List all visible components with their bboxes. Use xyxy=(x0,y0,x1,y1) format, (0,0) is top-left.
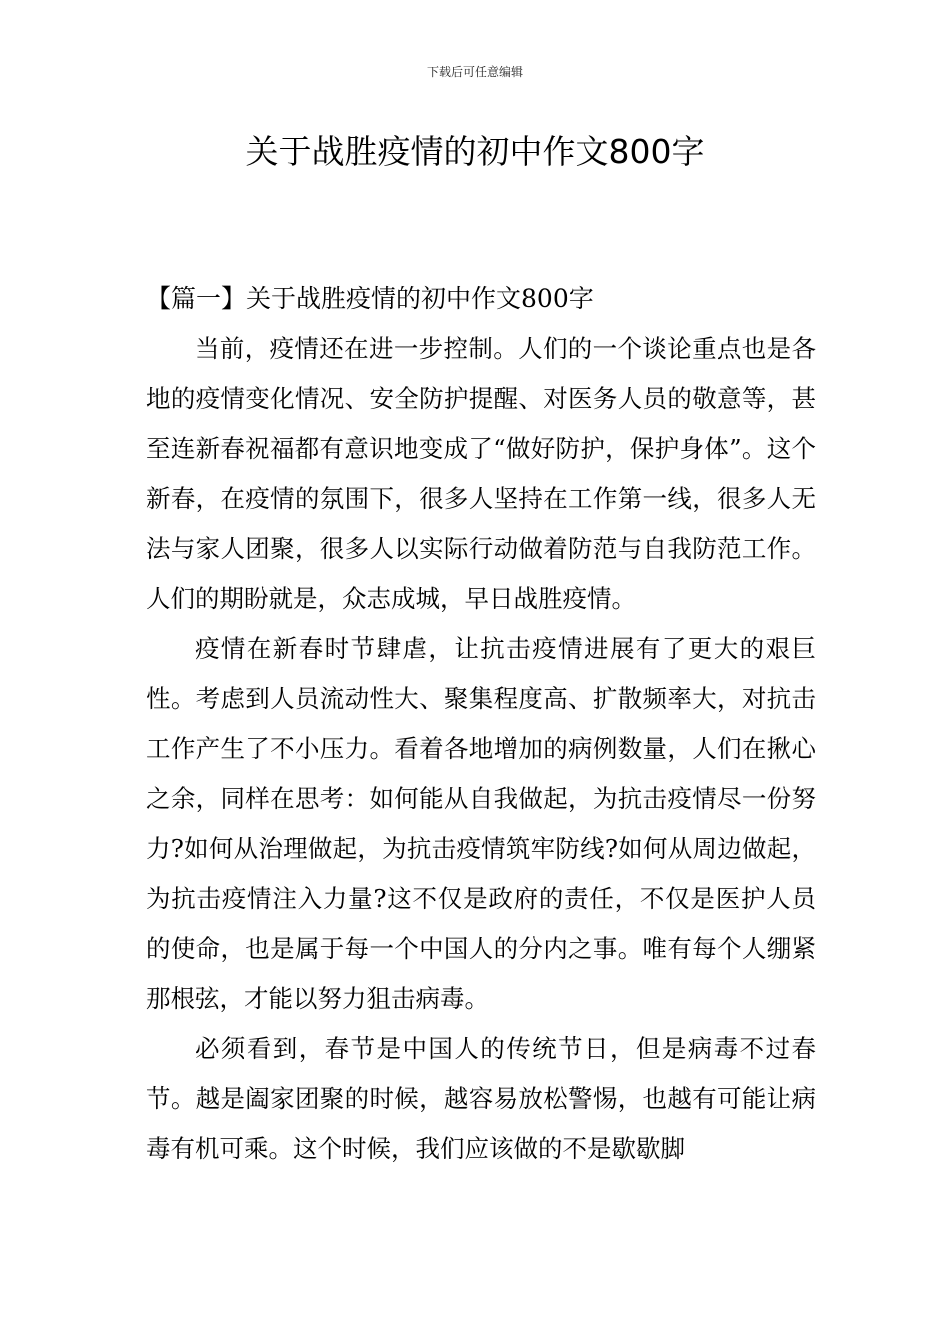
page-header-note: 下载后可任意编辑 xyxy=(426,65,523,79)
body-paragraph-2: 疫情在新春时节肆虐，让抗击疫情进展有了更大的艰巨性。考虑到人员流动性大、聚集程度高、扩散频率大，对抗击工作产生了不小压力。看着各地增加的病例数量，人们在揪心之余，同样在思考：如何能从自我做起，为抗击疫情尽一份努力?如何从治理做起，为抗击疫情筑牢防线?如何从周边做起，为抗击疫情注入力量?这不仅是政府的责任，不仅是医护人员的使命，也是属于每一个中国人的分内之事。唯有每个人绷紧那根弦，才能以努力狙击病毒。 xyxy=(146,634,816,1013)
section-heading: 【篇一】关于战胜疫情的初中作文800字 xyxy=(146,284,594,313)
body-paragraph-3: 必须看到，春节是中国人的传统节日，但是病毒不过春节。越是阖家团聚的时候，越容易放松警惕，也越有可能让病毒有机可乘。这个时候，我们应该做的不是歇歇脚 xyxy=(146,1034,816,1163)
body-paragraph-1: 当前，疫情还在进一步控制。人们的一个谈论重点也是各地的疫情变化情况、安全防护提醒、对医务人员的敬意等，甚至连新春祝福都有意识地变成了“做好防护，保护身体”。这个新春，在疫情的氛围下，很多人坚持在工作第一线，很多人无法与家人团聚，很多人以实际行动做着防范与自我防范工作。人们的期盼就是，众志成城，早日战胜疫情。 xyxy=(146,334,816,613)
document-body xyxy=(146,274,816,1174)
document-title: 关于战胜疫情的初中作文800字 xyxy=(245,132,705,171)
